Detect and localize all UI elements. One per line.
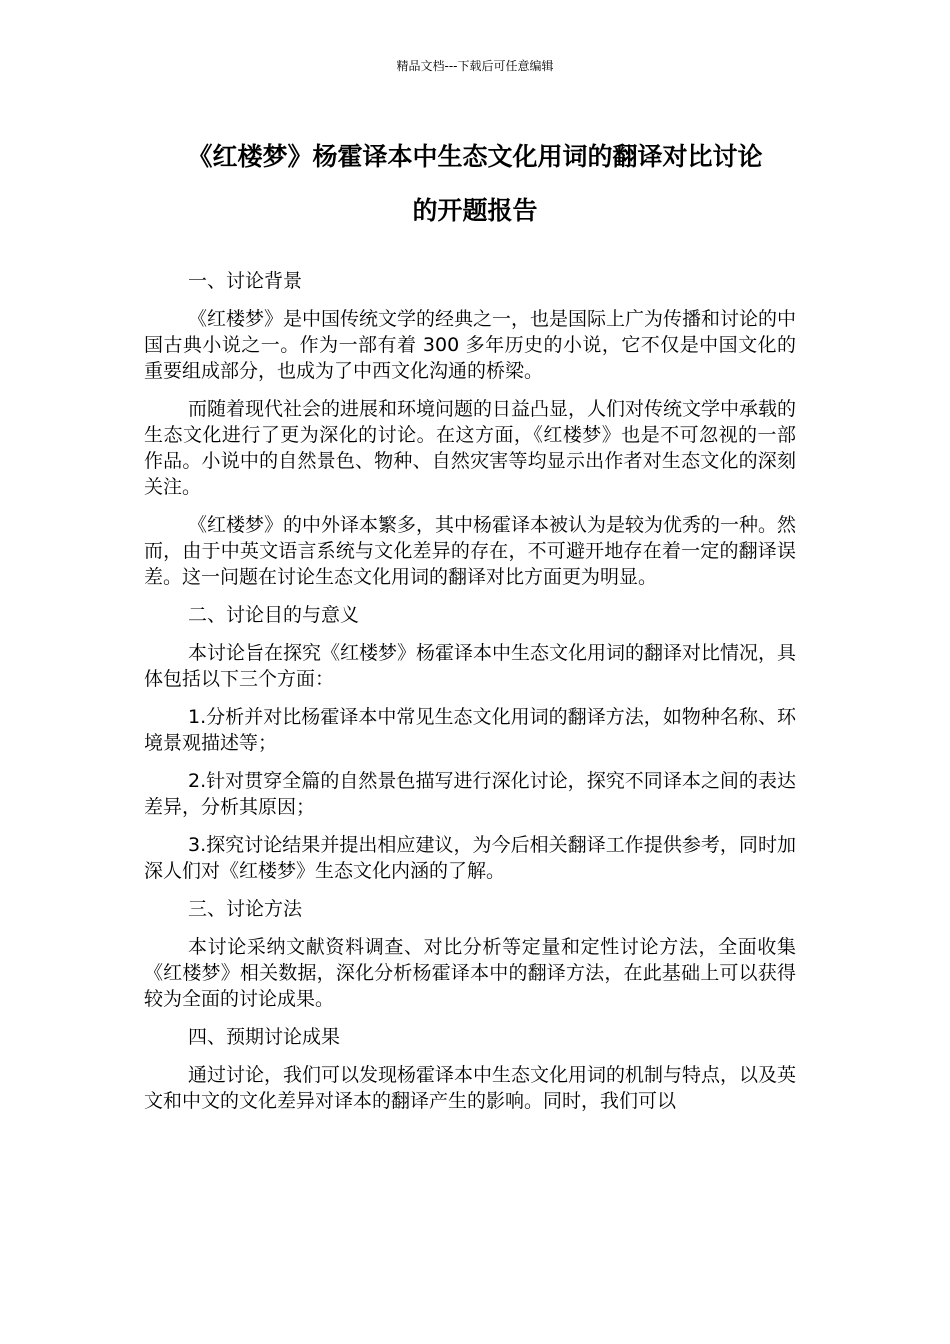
document-title <box>120 130 830 238</box>
title-line-1: 《红楼梦》杨霍译本中生态文化用词的翻译对比讨论 <box>187 142 763 171</box>
paragraph: 而随着现代社会的进展和环境问题的日益凸显，人们对传统文学中承载的生态文化进行了更为深化的讨论。在这方面，《红楼梦》也是不可忽视的一部作品。小说中的自然景色、物种、自然灾害等均显示出作者对生态文化的深刻关注。 <box>144 398 797 498</box>
section-heading: 一、讨论背景 <box>188 270 303 292</box>
title-line-2: 的开题报告 <box>412 196 538 225</box>
section-heading: 四、预期讨论成果 <box>188 1026 341 1048</box>
paragraph: 本讨论采纳文献资料调查、对比分析等定量和定性讨论方法，全面收集《红楼梦》相关数据，深化分析杨霍译本中的翻译方法，在此基础上可以获得较为全面的讨论成果。 <box>144 936 796 1010</box>
paragraph: 《红楼梦》是中国传统文学的经典之一，也是国际上广为传播和讨论的中国古典小说之一。作为一部有着 300 多年历史的小说，它不仅是中国文化的重要组成部分，也成为了中西文化沟通的桥梁。 <box>144 308 797 382</box>
section-heading: 二、讨论目的与意义 <box>188 604 360 626</box>
paragraph: 本讨论旨在探究《红楼梦》杨霍译本中生态文化用词的翻译对比情况，具体包括以下三个方面： <box>144 642 797 690</box>
list-item: 3.探究讨论结果并提出相应建议，为今后相关翻译工作提供参考，同时加深人们对《红楼梦》生态文化内涵的了解。 <box>144 834 796 882</box>
paragraph: 《红楼梦》的中外译本繁多，其中杨霍译本被认为是较为优秀的一种。然而，由于中英文语言系统与文化差异的存在，不可避开地存在着一定的翻译误差。这一问题在讨论生态文化用词的翻译对比方面更为明显。 <box>144 514 797 588</box>
document-body <box>144 268 796 1126</box>
section-heading: 三、讨论方法 <box>188 898 303 920</box>
list-item: 2.针对贯穿全篇的自然景色描写进行深化讨论，探究不同译本之间的表达差异，分析其原因； <box>144 770 796 818</box>
paragraph: 通过讨论，我们可以发现杨霍译本中生态文化用词的机制与特点，以及英文和中文的文化差异对译本的翻译产生的影响。同时，我们可以 <box>144 1064 797 1112</box>
header-note: 精品文档---下载后可任意编辑 <box>396 59 554 73</box>
list-item: 1.分析并对比杨霍译本中常见生态文化用词的翻译方法，如物种名称、环境景观描述等； <box>144 706 796 754</box>
